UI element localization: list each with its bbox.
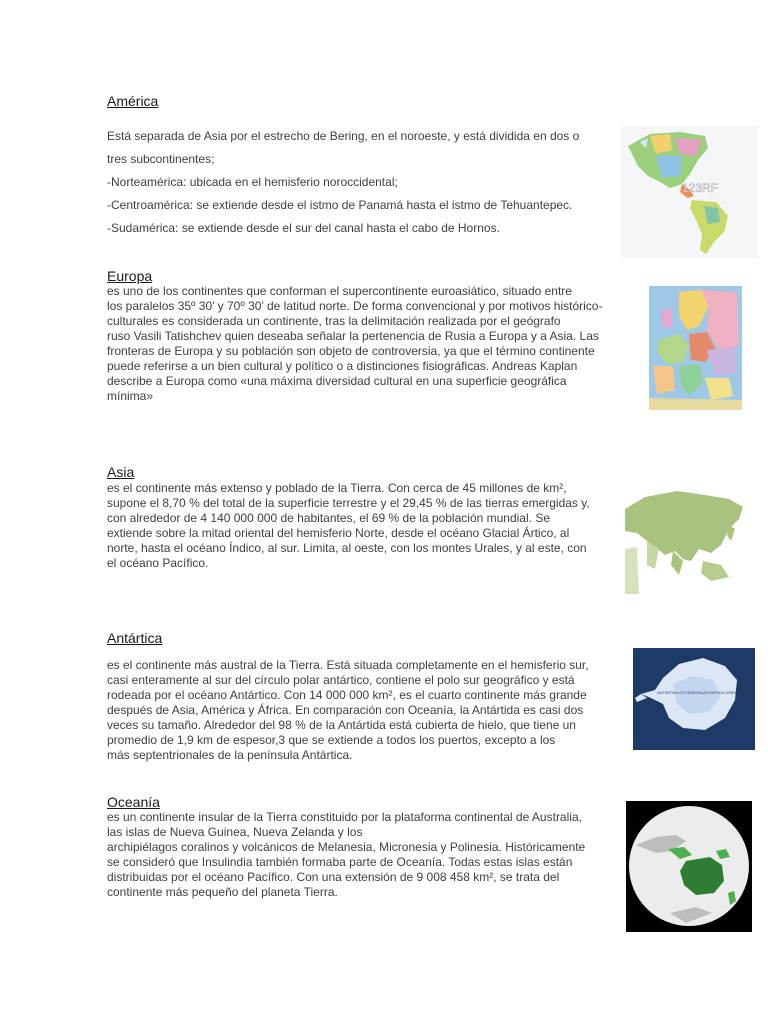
text-line: se consideró que Insulindia también formaba parte de Oceanía. Todas estas islas están xyxy=(107,855,573,869)
text-line: Está separada de Asia por el estrecho de Bering, en el noroeste, y está dividida en dos o xyxy=(107,129,580,143)
text-line: continente más pequeño del planeta Tierra. xyxy=(107,885,338,899)
oceania-globe-image xyxy=(626,801,752,932)
asia-map-image xyxy=(625,489,743,594)
text-line: tres subcontinentes; xyxy=(107,152,215,166)
text-line: es el continente más austral de la Tierra. Está situada completamente en el hemisferio sur, xyxy=(107,658,589,672)
map-label: ANTÁRTIDA OCCIDENTAL xyxy=(657,691,704,695)
text-line: rodeada por el océano Antártico. Con 14 000 000 km², es el cuarto continente más grande xyxy=(107,688,587,702)
map-label: ANTÁRTIDA ORIENTAL xyxy=(703,691,744,695)
text-line: extiende sobre la mitad oriental del hemisferio Norte, desde el océano Glacial Ártico, al xyxy=(107,526,570,540)
text-line: veces su tamaño. Alrededor del 98 % de la Antártida está cubierta de hielo, que tiene un xyxy=(107,718,576,732)
europa-map-image xyxy=(649,286,742,410)
text-line: es uno de los continentes que conforman el supercontinente euroasiático, situado entre xyxy=(107,284,572,298)
text-line: los paralelos 35º 30’ y 70º 30’ de latitud norte. De forma convencional y por motivos histórico- xyxy=(107,299,603,313)
section-text-asia xyxy=(107,481,590,571)
text-line: casi enteramente al sur del círculo polar antártico, contiene el polo sur geográfico y está xyxy=(107,673,575,687)
section-text-europa xyxy=(107,284,602,404)
section-title-asia: Asia xyxy=(107,464,135,480)
text-line: es el continente más extenso y poblado de la Tierra. Con cerca de 45 millones de km², xyxy=(107,481,567,495)
text-line: las islas de Nueva Guinea, Nueva Zelanda y los xyxy=(107,825,363,839)
section-title-antartica: Antártica xyxy=(107,630,163,646)
section-text-antartica xyxy=(107,658,589,763)
america-map-image xyxy=(620,126,758,258)
text-line: puede referirse a un bien cultural y político o a distinciones fisiográficas. Andreas Kaplan xyxy=(107,359,578,373)
text-line: con alrededor de 4 140 000 000 de habitantes, el 69 % de la población mundial. Se xyxy=(107,511,550,525)
text-line: ruso Vasili Tatishchev quien deseaba señalar la pertenencia de Rusia a Europa y a Asia. Las xyxy=(107,329,599,343)
text-line: -Centroamérica: se extiende desde el istmo de Panamá hasta el istmo de Tehuantepec. xyxy=(107,198,573,212)
text-line: el océano Pacífico. xyxy=(107,556,209,570)
text-line: archipiélagos coralinos y volcánicos de Melanesia, Micronesia y Polinesia. Históricamente xyxy=(107,840,586,854)
text-line: después de Asia, América y África. En comparación con Oceanía, la Antártida es casi dos xyxy=(107,703,584,717)
text-line: -Norteamérica: ubicada en el hemisferio noroccidental; xyxy=(107,175,398,189)
section-title-europa: Europa xyxy=(107,268,153,284)
text-line: fronteras de Europa y su población son objeto de controversia, ya que el término continente xyxy=(107,344,595,358)
text-line: mínima» xyxy=(107,389,154,403)
text-line: promedio de 1,9 km de espesor,3 que se extiende a todos los puertos, excepto a los xyxy=(107,733,556,747)
antartica-map-image xyxy=(633,648,755,750)
section-text-america xyxy=(107,129,579,244)
text-line: más septentrionales de la península Antártica. xyxy=(107,748,353,762)
section-title-oceania: Oceanía xyxy=(107,794,160,810)
text-line: supone el 8,70 % del total de la superficie terrestre y el 29,45 % de las tierras emergidas y, xyxy=(107,496,590,510)
text-line: -Sudamérica: se extiende desde el sur del canal hasta el cabo de Hornos. xyxy=(107,221,500,235)
text-line: es un continente insular de la Tierra constituido por la plataforma continental de Australia, xyxy=(107,810,582,824)
text-line: describe a Europa como «una máxima diversidad cultural en una superficie geográfica xyxy=(107,374,567,388)
text-line: distribuidas por el océano Pacífico. Con una extensión de 9 008 458 km², se trata del xyxy=(107,870,560,884)
section-text-oceania xyxy=(107,810,585,900)
text-line: norte, hasta el océano Índico, al sur. Limita, al oeste, con los montes Urales, y al este, con xyxy=(107,541,587,555)
section-title-america: América xyxy=(107,93,159,109)
text-line: culturales es considerada un continente, tras la delimitación realizada por el geógrafo xyxy=(107,314,561,328)
watermark-text: 123RF xyxy=(682,181,719,195)
